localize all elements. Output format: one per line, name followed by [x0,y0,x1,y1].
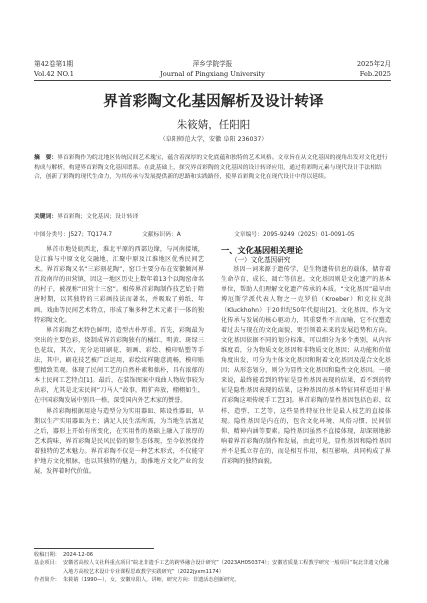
journal-name-en: Journal of Pingxiang University [160,70,265,78]
article-number: 文章编号：2095-9249（2025）01-0091-05 [234,232,355,238]
abstract-label: 摘 要： [34,155,58,161]
right-column [221,245,391,467]
body-paragraph: 界首彩陶根据用途与造型分为实用器皿、陈设性器皿，早期以生产实用器皿为主；满足人民生活所需，为当地生活富足之后，器形上开始有所变化，在实用性的基础上融入了浓厚的艺术韵味，界首彩陶是民风民俗的原生态体现，至今依然保持着独特的艺术魅力。界首彩陶不仅是一种艺术形式，不仅能守护地方文化根脉，也以其独特的魅力，助推地方文化产业的发展，发挥着时代价值。 [34,407,204,476]
footnote-received: 收稿日期： 2024-12-06 [34,552,94,558]
footnotes [34,551,391,585]
keywords-text: 界首彩陶；文化基因；设计转译 [57,214,139,220]
date-en: Feb.2025 [359,70,391,78]
footnote-funding: 基金项目： 安徽省高校人文社科重点项目“皖北非遗手工艺的跨界融合设计研究”（2023AH050374）；安徽省质量工程教学研究一般项目“皖北非遗文化融入地方高校艺术设计专业课程思政教学实践研究”（2022jyxm1174） [34,560,389,575]
date-cn: 2025年2月 [356,60,391,68]
keywords [34,211,391,220]
subsection-heading: （一）文化基因研究 [231,256,291,265]
footnote-rule [34,548,154,549]
clc-number: 中图分类号：J527；TQ174.7 [34,232,113,238]
author-line: 朱筱婧，任阳阳 [176,119,251,131]
header-rule [34,80,391,81]
keywords-label: 关键词： [34,214,58,220]
paper-title: 界首彩陶文化基因解析及设计转译 [103,94,324,110]
issue-en: Vol.42 NO.1 [34,70,74,78]
left-column [34,245,204,477]
footnote-author-bio: 作者简介： 朱筱婧（1990—），女，安徽阜阳人，讲师，研究方向：非遗活态创新研究。 [34,577,240,584]
issue-cn: 第42卷第1期 [34,60,73,68]
affiliation: （阜阳师范大学，安徽 阜阳 236037） [159,136,268,143]
abstract-text: 界首彩陶作为皖北地区传统民间艺术瑰宝，蕴含着深厚的文化底蕴和独特的艺术风格。文章旨在从文化基因的视角出发对文化进行构成与解析，构建界首彩陶文化基因谱系。在此基础上，探究界首彩陶的文化基因的设计转译应用，通过将彩陶元素与现代设计手法相结合，创新了彩陶的现代生命力，为其传承与发展提供新的思路和实践路径，使界首彩陶文化在现代设计中得以延续。 [34,155,388,180]
section-heading: 一、文化基因相关理论 [221,245,303,255]
body-paragraph: 界首彩陶艺术特色鲜明，造型古朴厚重。首先，彩陶最为突出的主要色彩，烧制成界首彩陶独有的橘红、明黄、斑绿三色花纹，其次，充分运用刷花、刻画、彩绘、模印贴塑等手法，其中，刷花技艺被广泛运用，彩绘纹样随意流畅，模印贴塑精致美观。体现了民间工艺的自然朴素和拙朴，具有浓郁的本土民间工艺特点[1]。最后，在装饰图案中戏曲人物故事较为出彩，尤其是北宋民间“刀马人”故事，粗犷奔放，栩栩如生，在中国彩陶发展中别具一格，深受国内外艺术家的赞誉。 [34,326,204,405]
body-paragraph: 界首市地处皖西北，淮北平原的西部边缘，与河南接壤，是江淮与中原文化交融地，汇聚中原及江淮地区优秀民间艺术。界首彩陶又名“三彩刻花陶”，窑口主要分布在安徽颍河界首段南岸的田营镇，因这一地区历史上数年着13个以陶窑命名的村子，被视称“田营十三窑”。相传界首彩陶制作技艺始于隋唐时期，以其独特的三彩画技法而著名，并吸取了剪纸、年画、戏曲等民间艺术特点，形成了集多种艺术元素于一体的独特彩陶文化。 [34,246,204,324]
body-paragraph: 基因一词来源于遗传学，是生物遗传信息的载体，储存着生命孕育、成长、凋亡等信息。文化基因则是文化遗产的基本单位，帮助人们理解文化遗产传承的本质。“文化基因”最早由博厄斯学派代表人物之一克罗伯（Kroeber）和克拉克洪（Kluckhohn）于20世纪50年代提出[2]。文化基因，作为文化传承与发展的核心驱动力，其重要性不言而喻，它不仅塑造着过去与现在的文化面貌，更引领着未来的发展趋势和方向。文化基因依据不同的划分标准，可以细分为多个类别，从内容维度看，分为物质文化基因和非物质文化基因；从功能和价值角度出发，可分为主体文化基因和附着文化基因及混合文化基因；从形态划分，则分为显性文化基因和隐性文化基因。一般来说，最终能看到的特征是显性基因表现的结果，看不到的特征是隐性基因表现的结果，这种基因的基本特征同样适用于界首彩陶这项传统手工艺[3]。界首彩陶的显性基因包括色彩、纹样、造型、工艺等，这些显性特征往往是最人枝艺的直接体现。隐性基因是内在的，包含文化环境、风俗习惯、民间信仰、精神内涵等要素。隐性基因虽然不直接体现，却深刻地影响着界首彩陶的制作和发展，由此可见，显性基因和隐性基因并不是孤立存在的，而是相互作用，相互影响，共同构成了界首彩陶的独特面貌。 [221,266,391,465]
document-code: 文献标识码：A [142,232,181,238]
abstract [34,154,391,183]
journal-name-cn: 萍乡学院学报 [192,60,233,68]
